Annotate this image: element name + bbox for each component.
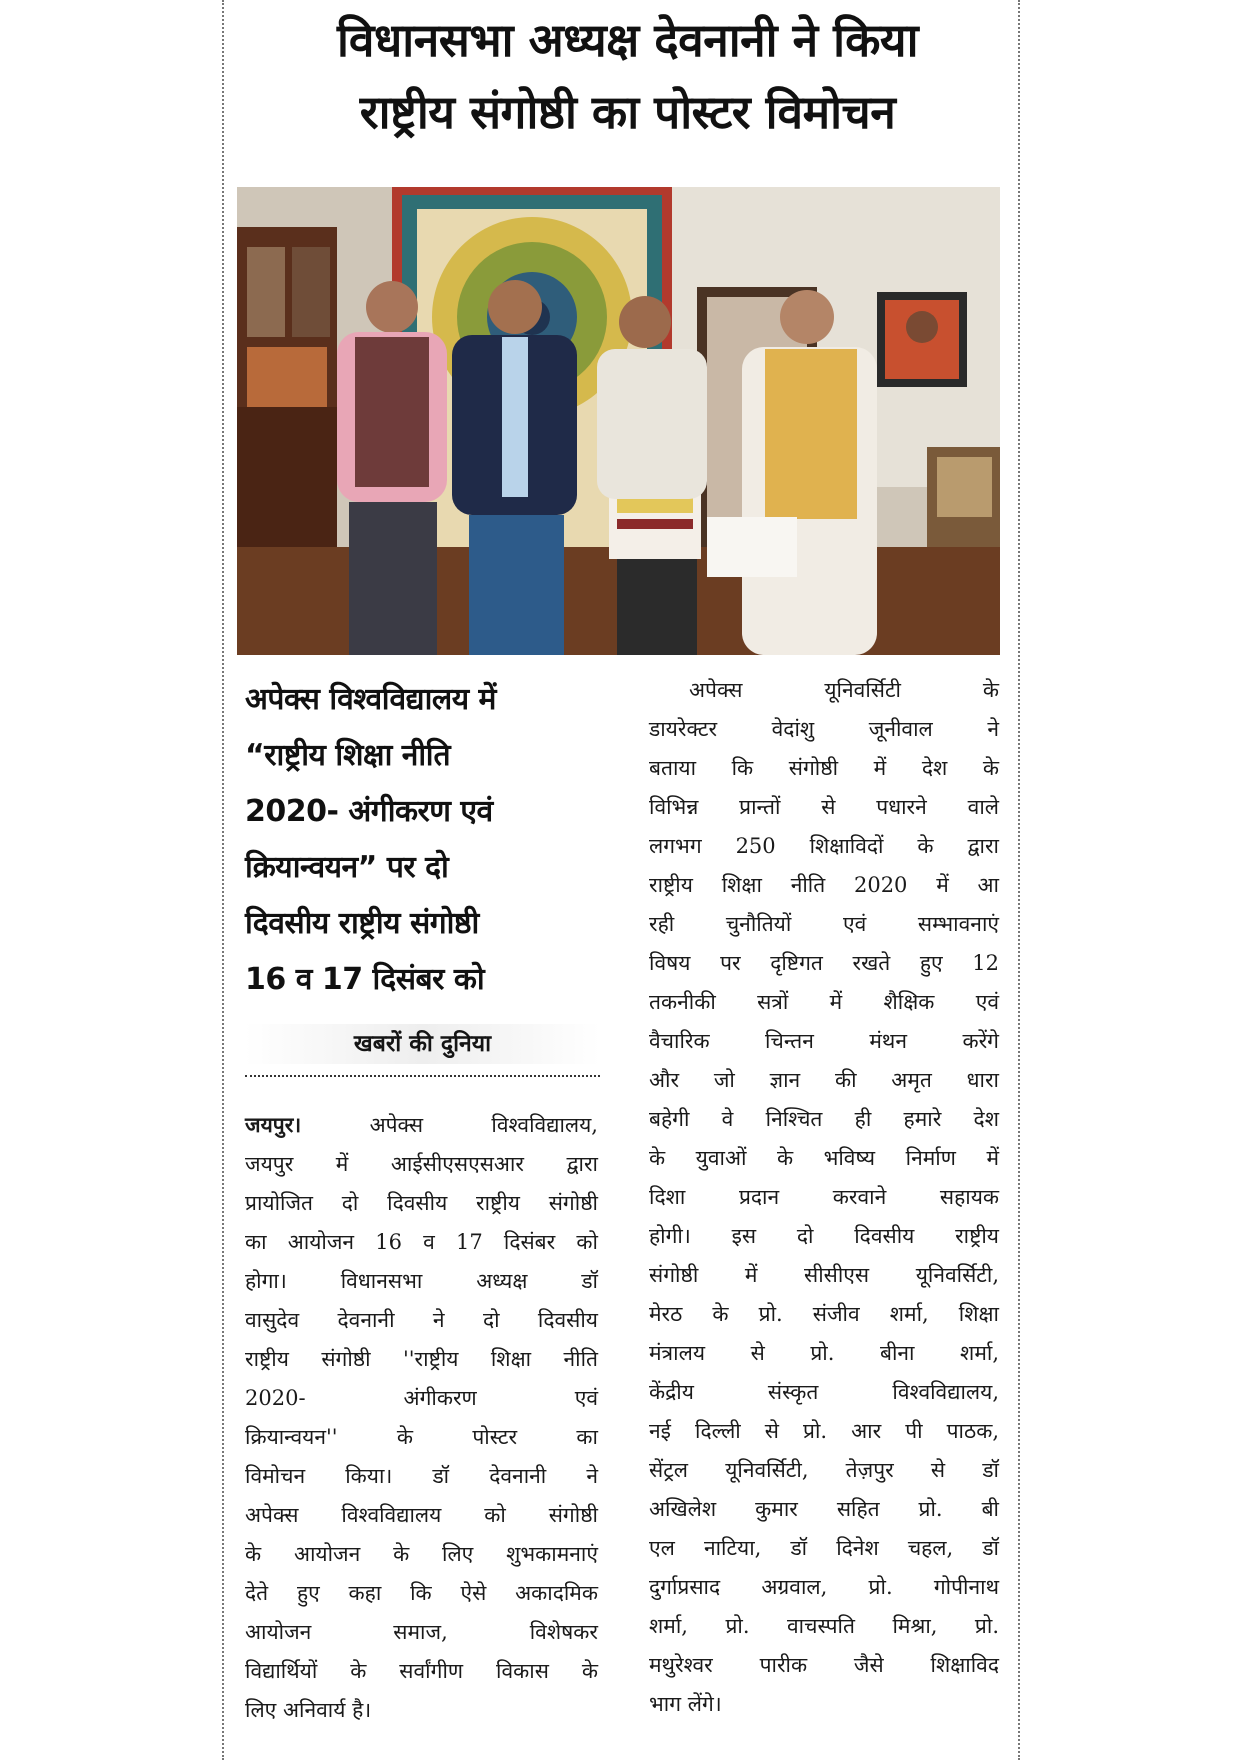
body-line: जयपुर में आईसीएसएसआर द्वारा	[245, 1152, 598, 1176]
body-line: अपेक्स यूनिवर्सिटी के	[689, 678, 999, 702]
body-line: आयोजन समाज, विशेषकर	[245, 1620, 598, 1644]
body-line: विद्यार्थियों के सर्वांगीण विकास के	[245, 1659, 598, 1683]
subheadline-line: 2020- अंगीकरण एवं	[245, 794, 493, 829]
body-line: शर्मा, प्रो. वाचस्पति मिश्रा, प्रो.	[649, 1614, 999, 1638]
subheadline-line: क्रियान्वयन” पर दो	[245, 850, 449, 885]
body-line: केंद्रीय संस्कृत विश्वविद्यालय,	[649, 1380, 999, 1404]
body-column-right	[649, 671, 999, 1724]
body-line: क्रियान्वयन'' के पोस्टर का	[245, 1425, 598, 1449]
body-line: लिए अनिवार्य है।	[245, 1698, 372, 1722]
body-line: भाग लेंगे।	[649, 1692, 722, 1716]
body-line: देते हुए कहा कि ऐसे अकादमिक	[245, 1581, 598, 1605]
body-line: तकनीकी सत्रों में शैक्षिक एवं	[649, 990, 999, 1014]
byline: खबरों की दुनिया	[245, 1024, 600, 1064]
body-line: का आयोजन 16 व 17 दिसंबर को	[245, 1230, 598, 1254]
body-line: एल नाटिया, डॉ दिनेश चहल, डॉ	[649, 1536, 999, 1560]
right-column-rule	[1018, 0, 1020, 1760]
body-line: अखिलेश कुमार सहित प्रो. बी	[649, 1497, 999, 1521]
body-line: और जो ज्ञान की अमृत धारा	[649, 1068, 999, 1092]
body-line: के आयोजन के लिए शुभकामनाएं	[245, 1542, 598, 1566]
body-line: मेरठ के प्रो. संजीव शर्मा, शिक्षा	[649, 1302, 999, 1326]
body-line: के युवाओं के भविष्य निर्माण में	[649, 1146, 999, 1170]
subheadline-line: दिवसीय राष्ट्रीय संगोष्ठी	[245, 906, 479, 941]
body-line: दिशा प्रदान करवाने सहायक	[649, 1185, 999, 1209]
headline-line: राष्ट्रीय संगोष्ठी का पोस्टर विमोचन	[359, 85, 896, 139]
body-line: होगी। इस दो दिवसीय राष्ट्रीय	[649, 1224, 999, 1248]
body-line: होगा। विधानसभा अध्यक्ष डॉ	[245, 1269, 598, 1293]
dateline: जयपुर।	[245, 1113, 302, 1137]
byline-divider	[245, 1075, 600, 1077]
body-line: संगोष्ठी में सीसीएस यूनिवर्सिटी,	[649, 1263, 999, 1287]
headline-line: विधानसभा अध्यक्ष देवनानी ने किया	[337, 13, 918, 67]
headline	[240, 4, 1015, 148]
body-line: रही चुनौतियों एवं सम्भावनाएं	[649, 912, 999, 936]
body-line: अपेक्स विश्वविद्यालय को संगोष्ठी	[245, 1503, 598, 1527]
body-line: दुर्गाप्रसाद अग्रवाल, प्रो. गोपीनाथ	[649, 1575, 999, 1599]
left-column-rule	[222, 0, 224, 1760]
body-line: प्रायोजित दो दिवसीय राष्ट्रीय संगोष्ठी	[245, 1191, 598, 1215]
body-line: विमोचन किया। डॉ देवनानी ने	[245, 1464, 598, 1488]
subheadline	[245, 672, 605, 1008]
subheadline-line: “राष्ट्रीय शिक्षा नीति	[245, 738, 451, 773]
body-line: नई दिल्ली से प्रो. आर पी पाठक,	[649, 1419, 999, 1443]
body-line: विभिन्न प्रान्तों से पधारने वाले	[649, 795, 999, 819]
body-line: विषय पर दृष्टिगत रखते हुए 12	[649, 951, 999, 975]
body-line: लगभग 250 शिक्षाविदों के द्वारा	[649, 834, 999, 858]
body-line: डायरेक्टर वेदांशु जूनीवाल ने	[649, 717, 999, 741]
body-column-left	[245, 1106, 598, 1730]
subheadline-line: अपेक्स विश्वविद्यालय में	[245, 682, 496, 717]
body-line: जयपुर। अपेक्स विश्वविद्यालय,	[245, 1113, 598, 1137]
subheadline-line: 16 व 17 दिसंबर को	[245, 962, 485, 997]
body-line: वैचारिक चिन्तन मंथन करेंगे	[649, 1029, 999, 1053]
body-line: सेंट्रल यूनिवर्सिटी, तेज़पुर से डॉ	[649, 1458, 999, 1482]
body-line: मथुरेश्वर पारीक जैसे शिक्षाविद	[649, 1653, 999, 1677]
body-line: राष्ट्रीय संगोष्ठी ''राष्ट्रीय शिक्षा नीति	[245, 1347, 598, 1371]
body-line: बहेगी वे निश्चित ही हमारे देश	[649, 1107, 999, 1131]
body-line: मंत्रालय से प्रो. बीना शर्मा,	[649, 1341, 999, 1365]
body-line: बताया कि संगोष्ठी में देश के	[649, 756, 999, 780]
body-line: 2020- अंगीकरण एवं	[245, 1386, 598, 1410]
news-photo	[237, 187, 1000, 655]
body-line: वासुदेव देवनानी ने दो दिवसीय	[245, 1308, 598, 1332]
body-line: राष्ट्रीय शिक्षा नीति 2020 में आ	[649, 873, 999, 897]
